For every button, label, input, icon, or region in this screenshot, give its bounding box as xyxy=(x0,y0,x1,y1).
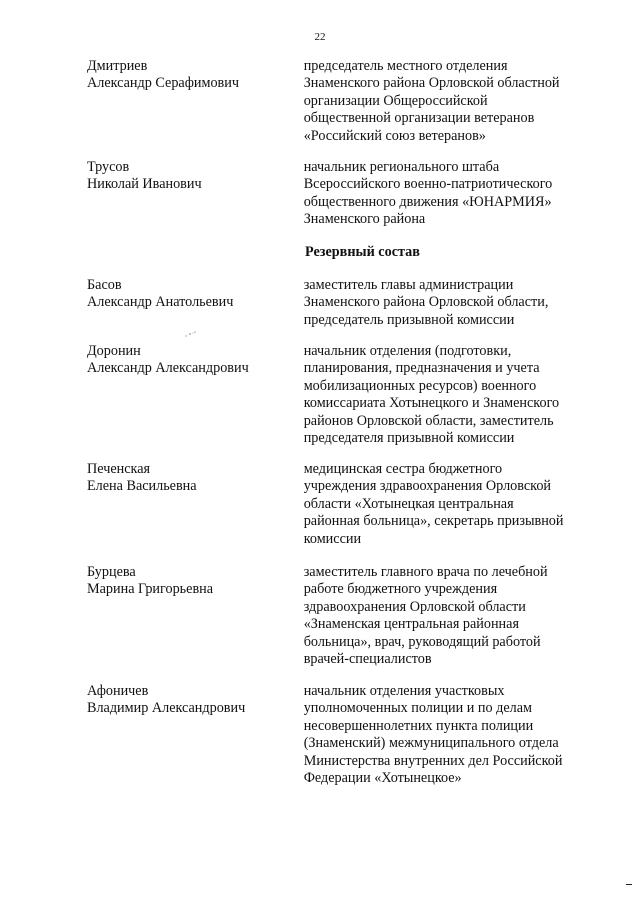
member-entry xyxy=(87,461,587,548)
member-surname: Бурцева xyxy=(87,564,136,580)
member-name xyxy=(87,461,304,548)
member-entry xyxy=(87,343,587,447)
section-heading: Резервный состав xyxy=(305,244,420,260)
scan-edge-mark xyxy=(626,884,632,885)
member-given-name: Владимир Александрович xyxy=(87,700,246,717)
member-given-name: Николай Иванович xyxy=(87,176,202,193)
member-surname: Дмитриев xyxy=(87,58,148,74)
member-surname: Печенская xyxy=(87,461,151,477)
member-surname: Доронин xyxy=(87,343,141,359)
member-role: заместитель главного врача по лечебной работе бюджетного учреждения здравоохранения Орловской области «Знаменская центральная районная больница», врач, руководящий работой врачей-специалистов xyxy=(303,564,548,668)
member-entry xyxy=(87,277,587,329)
member-role: начальник отделения участковых уполномоченных полиции и по делам несовершеннолетних пункта полиции (Знаменский) межмуниципального отдела Министерства внутренних дел Российской Федерации «Хотынецкое» xyxy=(303,683,563,787)
member-name xyxy=(87,159,304,229)
member-role: начальник регионального штаба Всероссийского военно-патриотического общественного движения «ЮНАРМИЯ» Знаменского района xyxy=(303,159,553,228)
member-entry xyxy=(87,564,587,668)
member-surname: Афоничев xyxy=(87,683,149,699)
member-role: медицинская сестра бюджетного учреждения здравоохранения Орловской области «Хотынецкая центральная районная больница», секретарь призывной комиссии xyxy=(303,461,564,547)
member-entry xyxy=(87,159,587,229)
member-name xyxy=(87,564,304,668)
scan-speck xyxy=(183,330,197,340)
member-given-name: Александр Александрович xyxy=(87,360,249,377)
member-name xyxy=(87,58,304,145)
member-role: председатель местного отделения Знаменского района Орловской областной организации Общероссийской общественной организации ветеранов «Российский союз ветеранов» xyxy=(303,58,560,144)
member-role: заместитель главы администрации Знаменского района Орловской области, председатель призывной комиссии xyxy=(303,277,549,328)
member-given-name: Александр Анатольевич xyxy=(87,294,234,311)
member-name xyxy=(87,343,304,447)
member-entry xyxy=(87,58,587,145)
member-name xyxy=(87,277,304,329)
page-number: 22 xyxy=(314,31,326,43)
member-entry xyxy=(87,683,587,787)
member-surname: Басов xyxy=(87,277,122,293)
member-surname: Трусов xyxy=(87,159,130,175)
member-given-name: Александр Серафимович xyxy=(87,75,239,92)
member-role: начальник отделения (подготовки, планирования, предназначения и учета мобилизационных ресурсов) военного комиссариата Хотынецкого и Знаменского районов Орловской области, заместитель председателя призывной комиссии xyxy=(303,343,560,447)
member-given-name: Елена Васильевна xyxy=(87,478,197,495)
member-name xyxy=(87,683,304,787)
member-given-name: Марина Григорьевна xyxy=(87,581,214,598)
